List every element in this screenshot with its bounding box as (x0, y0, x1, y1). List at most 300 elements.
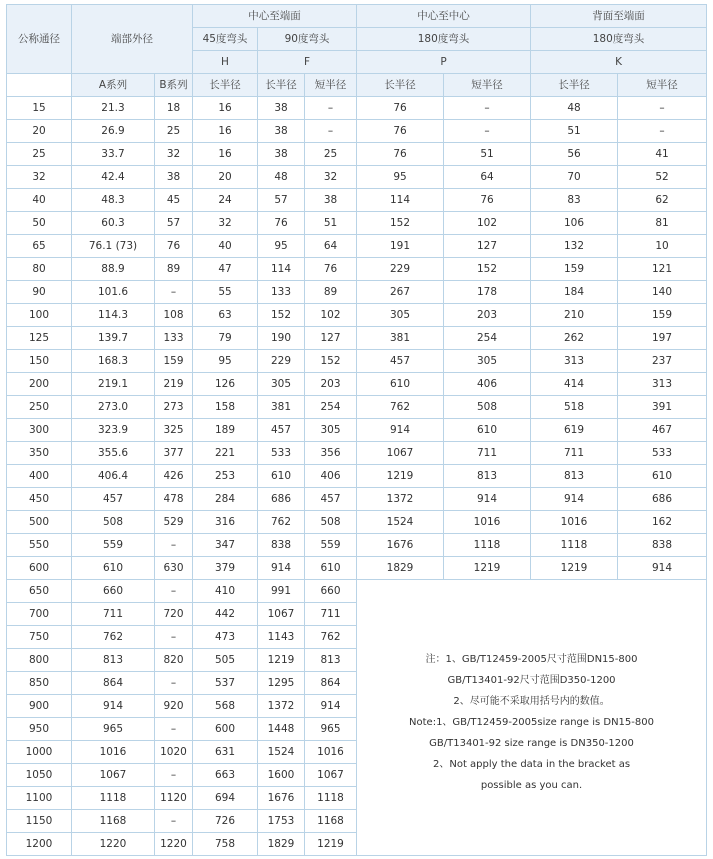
table-row (7, 511, 707, 534)
table-cell: 914 (305, 695, 357, 718)
table-cell: 838 (258, 534, 305, 557)
table-cell: 686 (258, 488, 305, 511)
table-cell: 76 (357, 97, 444, 120)
table-cell: 529 (155, 511, 193, 534)
table-row (7, 557, 707, 580)
table-cell: 100 (7, 304, 72, 327)
table-cell: 108 (155, 304, 193, 327)
table-cell: 253 (193, 465, 258, 488)
table-cell: 762 (72, 626, 155, 649)
table-cell: 32 (305, 166, 357, 189)
table-cell: 126 (193, 373, 258, 396)
table-cell: 47 (193, 258, 258, 281)
table-cell: 518 (531, 396, 618, 419)
table-cell: 197 (618, 327, 707, 350)
table-cell: 313 (531, 350, 618, 373)
table-cell: 700 (7, 603, 72, 626)
table-cell: 152 (305, 350, 357, 373)
note-line: GB/T13401-92 size range is DN350-1200 (429, 738, 634, 749)
table-cell: 610 (72, 557, 155, 580)
table-cell: 40 (7, 189, 72, 212)
table-cell: 16 (193, 143, 258, 166)
table-cell: 162 (618, 511, 707, 534)
table-cell: 203 (444, 304, 531, 327)
table-cell: 229 (258, 350, 305, 373)
pipe-elbow-dimension-table-wrapper (6, 4, 706, 856)
table-cell: 426 (155, 465, 193, 488)
table-cell: 50 (7, 212, 72, 235)
table-cell: 152 (357, 212, 444, 235)
table-cell: 900 (7, 695, 72, 718)
table-cell: 347 (193, 534, 258, 557)
header-long-radius-f: 长半径 (258, 74, 305, 97)
table-cell: 133 (258, 281, 305, 304)
table-cell: 300 (7, 419, 72, 442)
table-cell: 20 (7, 120, 72, 143)
header-short-radius-k: 短半径 (618, 74, 707, 97)
note-line: 注：1、GB/T12459-2005尺寸范围DN15-800 (425, 654, 638, 665)
table-cell: 758 (193, 833, 258, 856)
table-cell: 457 (305, 488, 357, 511)
table-cell: 1220 (72, 833, 155, 856)
table-cell: 1016 (72, 741, 155, 764)
table-cell: 16 (193, 120, 258, 143)
table-cell: 726 (193, 810, 258, 833)
table-cell: 168.3 (72, 350, 155, 373)
table-cell: 95 (258, 235, 305, 258)
table-cell: 379 (193, 557, 258, 580)
table-cell: 800 (7, 649, 72, 672)
table-cell: 1118 (72, 787, 155, 810)
table-cell: 41 (618, 143, 707, 166)
table-cell: 1118 (305, 787, 357, 810)
table-cell: 40 (193, 235, 258, 258)
table-cell: 305 (305, 419, 357, 442)
table-cell: – (155, 672, 193, 695)
table-cell: 51 (531, 120, 618, 143)
table-cell: 473 (193, 626, 258, 649)
table-cell: 508 (305, 511, 357, 534)
table-cell: 1219 (531, 557, 618, 580)
table-cell: 1150 (7, 810, 72, 833)
table-row (7, 143, 707, 166)
table-cell: 26.9 (72, 120, 155, 143)
table-cell: 1676 (258, 787, 305, 810)
table-cell: 45 (155, 189, 193, 212)
table-row (7, 327, 707, 350)
table-cell: – (155, 718, 193, 741)
table-row (7, 235, 707, 258)
table-cell: 1067 (357, 442, 444, 465)
header-elbow-90: 90度弯头 (258, 28, 357, 51)
table-cell: 140 (618, 281, 707, 304)
table-cell: – (618, 120, 707, 143)
table-cell: 32 (155, 143, 193, 166)
table-cell: 686 (618, 488, 707, 511)
table-cell: 559 (72, 534, 155, 557)
table-cell: 1219 (444, 557, 531, 580)
table-cell: 1676 (357, 534, 444, 557)
notes-cell (357, 580, 707, 856)
table-cell: 1016 (531, 511, 618, 534)
table-cell: 1295 (258, 672, 305, 695)
table-cell: 237 (618, 350, 707, 373)
table-row (7, 120, 707, 143)
header-symbol-p: P (357, 51, 531, 74)
table-row (7, 212, 707, 235)
table-cell: 442 (193, 603, 258, 626)
header-elbow-180-k: 180度弯头 (531, 28, 707, 51)
table-row (7, 534, 707, 557)
table-row (7, 304, 707, 327)
table-cell: 70 (531, 166, 618, 189)
table-cell: 38 (305, 189, 357, 212)
table-cell: 1753 (258, 810, 305, 833)
table-cell: 950 (7, 718, 72, 741)
table-cell: 114 (357, 189, 444, 212)
header-long-radius-p: 长半径 (357, 74, 444, 97)
table-cell: 121 (618, 258, 707, 281)
table-row (7, 166, 707, 189)
table-cell: 81 (618, 212, 707, 235)
table-cell: 48 (258, 166, 305, 189)
table-cell: 56 (531, 143, 618, 166)
table-cell: 838 (618, 534, 707, 557)
header-series-a: A系列 (72, 74, 155, 97)
table-row (7, 580, 707, 603)
table-row (7, 281, 707, 304)
table-cell: 350 (7, 442, 72, 465)
table-cell: 660 (305, 580, 357, 603)
table-cell: 38 (155, 166, 193, 189)
table-cell: 79 (193, 327, 258, 350)
table-cell: 1050 (7, 764, 72, 787)
table-cell: 1016 (444, 511, 531, 534)
table-cell: 1067 (305, 764, 357, 787)
table-cell: 102 (444, 212, 531, 235)
table-cell: 219 (155, 373, 193, 396)
header-elbow-45: 45度弯头 (193, 28, 258, 51)
table-cell: 25 (155, 120, 193, 143)
table-cell: 21.3 (72, 97, 155, 120)
table-row (7, 350, 707, 373)
table-cell: 1118 (531, 534, 618, 557)
table-cell: 914 (531, 488, 618, 511)
table-cell: – (155, 580, 193, 603)
table-cell: 305 (357, 304, 444, 327)
table-cell: 10 (618, 235, 707, 258)
table-cell: 820 (155, 649, 193, 672)
header-blank (7, 74, 72, 97)
table-row (7, 465, 707, 488)
table-cell: 284 (193, 488, 258, 511)
table-cell: 1524 (258, 741, 305, 764)
table-cell: 1016 (305, 741, 357, 764)
table-cell: 500 (7, 511, 72, 534)
table-cell: 467 (618, 419, 707, 442)
table-cell: 15 (7, 97, 72, 120)
table-row (7, 488, 707, 511)
header-center-to-end: 中心至端面 (193, 5, 357, 28)
table-cell: 813 (531, 465, 618, 488)
table-row (7, 189, 707, 212)
table-cell: 221 (193, 442, 258, 465)
table-cell: 57 (155, 212, 193, 235)
table-row (7, 97, 707, 120)
table-cell: 610 (357, 373, 444, 396)
table-cell: 83 (531, 189, 618, 212)
table-cell: 273.0 (72, 396, 155, 419)
table-cell: 355.6 (72, 442, 155, 465)
table-cell: 508 (72, 511, 155, 534)
table-cell: 316 (193, 511, 258, 534)
table-cell: – (305, 120, 357, 143)
table-cell: 200 (7, 373, 72, 396)
table-cell: 610 (258, 465, 305, 488)
table-cell: 762 (258, 511, 305, 534)
table-cell: 159 (618, 304, 707, 327)
table-cell: 262 (531, 327, 618, 350)
header-symbol-k: K (531, 51, 707, 74)
table-cell: 190 (258, 327, 305, 350)
table-row (7, 442, 707, 465)
table-cell: 610 (618, 465, 707, 488)
table-cell: 533 (258, 442, 305, 465)
table-cell: 254 (444, 327, 531, 350)
header-elbow-180-p: 180度弯头 (357, 28, 531, 51)
table-cell: – (155, 764, 193, 787)
table-cell: 38 (258, 120, 305, 143)
table-cell: 76 (357, 120, 444, 143)
table-cell: 305 (444, 350, 531, 373)
table-cell: 38 (258, 143, 305, 166)
table-cell: 450 (7, 488, 72, 511)
table-cell: 89 (305, 281, 357, 304)
table-cell: 914 (444, 488, 531, 511)
table-cell: 550 (7, 534, 72, 557)
table-cell: 965 (305, 718, 357, 741)
table-cell: 88.9 (72, 258, 155, 281)
table-cell: 660 (72, 580, 155, 603)
table-cell: 406 (305, 465, 357, 488)
table-cell: 711 (305, 603, 357, 626)
note-line: 2、尽可能不采取用括号内的数值。 (453, 696, 610, 707)
table-cell: 1067 (258, 603, 305, 626)
table-cell: 559 (305, 534, 357, 557)
table-cell: 920 (155, 695, 193, 718)
table-cell: 101.6 (72, 281, 155, 304)
table-cell: 139.7 (72, 327, 155, 350)
table-cell: 76 (305, 258, 357, 281)
table-cell: 377 (155, 442, 193, 465)
table-cell: 51 (305, 212, 357, 235)
table-cell: 132 (531, 235, 618, 258)
table-cell: 1829 (258, 833, 305, 856)
header-series-b: B系列 (155, 74, 193, 97)
table-cell: 1829 (357, 557, 444, 580)
elbow-dimension-table (6, 4, 707, 856)
table-cell: 325 (155, 419, 193, 442)
table-cell: 381 (357, 327, 444, 350)
table-cell: 1120 (155, 787, 193, 810)
table-cell: 1219 (357, 465, 444, 488)
table-cell: 76 (444, 189, 531, 212)
table-cell: 720 (155, 603, 193, 626)
table-cell: 25 (305, 143, 357, 166)
table-header (7, 5, 707, 97)
table-cell: 813 (305, 649, 357, 672)
table-cell: – (155, 534, 193, 557)
table-cell: 864 (305, 672, 357, 695)
note-line: GB/T13401-92尺寸范围D350-1200 (447, 675, 616, 686)
table-cell: 630 (155, 557, 193, 580)
header-center-to-center: 中心至中心 (357, 5, 531, 28)
table-cell: 203 (305, 373, 357, 396)
table-cell: – (444, 120, 531, 143)
table-cell: 150 (7, 350, 72, 373)
table-cell: 24 (193, 189, 258, 212)
table-cell: 663 (193, 764, 258, 787)
table-cell: 106 (531, 212, 618, 235)
table-row (7, 373, 707, 396)
table-cell: 610 (444, 419, 531, 442)
note-line: 2、Not apply the data in the bracket as (432, 759, 631, 770)
table-cell: – (155, 810, 193, 833)
header-short-radius-f: 短半径 (305, 74, 357, 97)
table-cell: 505 (193, 649, 258, 672)
table-cell: 313 (618, 373, 707, 396)
table-row (7, 419, 707, 442)
table-cell: 650 (7, 580, 72, 603)
table-cell: 1200 (7, 833, 72, 856)
header-outside-diameter: 端部外径 (72, 5, 193, 74)
table-cell: 273 (155, 396, 193, 419)
table-cell: 1372 (258, 695, 305, 718)
table-cell: 850 (7, 672, 72, 695)
table-cell: 152 (444, 258, 531, 281)
table-cell: 478 (155, 488, 193, 511)
table-cell: 1168 (72, 810, 155, 833)
table-cell: 63 (193, 304, 258, 327)
table-cell: 184 (531, 281, 618, 304)
table-cell: 1000 (7, 741, 72, 764)
table-cell: 1448 (258, 718, 305, 741)
table-cell: 750 (7, 626, 72, 649)
table-cell: 158 (193, 396, 258, 419)
table-cell: 711 (72, 603, 155, 626)
header-symbol-h: H (193, 51, 258, 74)
table-cell: 152 (258, 304, 305, 327)
table-cell: 210 (531, 304, 618, 327)
table-cell: 80 (7, 258, 72, 281)
table-cell: 457 (72, 488, 155, 511)
table-cell: 1143 (258, 626, 305, 649)
table-cell: 762 (357, 396, 444, 419)
table-cell: 48.3 (72, 189, 155, 212)
table-cell: – (155, 626, 193, 649)
table-cell: 356 (305, 442, 357, 465)
table-cell: 457 (357, 350, 444, 373)
table-cell: 60.3 (72, 212, 155, 235)
table-cell: 600 (193, 718, 258, 741)
table-cell: 391 (618, 396, 707, 419)
table-cell: 914 (357, 419, 444, 442)
table-cell: 159 (155, 350, 193, 373)
table-cell: 76.1 (73) (72, 235, 155, 258)
table-cell: 90 (7, 281, 72, 304)
table-cell: 127 (305, 327, 357, 350)
table-cell: 62 (618, 189, 707, 212)
table-cell: 914 (618, 557, 707, 580)
table-cell: 48 (531, 97, 618, 120)
table-cell: 125 (7, 327, 72, 350)
table-cell: 1524 (357, 511, 444, 534)
table-cell: 533 (618, 442, 707, 465)
table-cell: 16 (193, 97, 258, 120)
table-cell: 76 (258, 212, 305, 235)
table-cell: 813 (72, 649, 155, 672)
header-short-radius-p: 短半径 (444, 74, 531, 97)
table-cell: 410 (193, 580, 258, 603)
table-cell: 20 (193, 166, 258, 189)
table-cell: 42.4 (72, 166, 155, 189)
table-cell: – (305, 97, 357, 120)
table-cell: 457 (258, 419, 305, 442)
table-cell: 864 (72, 672, 155, 695)
table-cell: 18 (155, 97, 193, 120)
table-cell: 229 (357, 258, 444, 281)
table-cell: 159 (531, 258, 618, 281)
table-cell: 178 (444, 281, 531, 304)
table-cell: 1220 (155, 833, 193, 856)
table-cell: 1219 (305, 833, 357, 856)
table-cell: 191 (357, 235, 444, 258)
table-cell: 52 (618, 166, 707, 189)
note-line: Note:1、GB/T12459-2005size range is DN15-800 (409, 717, 654, 728)
table-cell: 76 (357, 143, 444, 166)
table-cell: 991 (258, 580, 305, 603)
table-cell: 1219 (258, 649, 305, 672)
table-cell: 189 (193, 419, 258, 442)
table-cell: 965 (72, 718, 155, 741)
table-cell: 64 (305, 235, 357, 258)
table-cell: 254 (305, 396, 357, 419)
table-cell: 76 (155, 235, 193, 258)
table-cell: 711 (531, 442, 618, 465)
table-cell: 127 (444, 235, 531, 258)
table-cell: – (155, 281, 193, 304)
table-cell: 914 (258, 557, 305, 580)
table-cell: 33.7 (72, 143, 155, 166)
table-cell: – (618, 97, 707, 120)
table-cell: 64 (444, 166, 531, 189)
table-cell: 114.3 (72, 304, 155, 327)
table-cell: 711 (444, 442, 531, 465)
header-back-to-end: 背面至端面 (531, 5, 707, 28)
table-cell: 619 (531, 419, 618, 442)
table-cell: 32 (7, 166, 72, 189)
table-cell: – (444, 97, 531, 120)
table-cell: 95 (193, 350, 258, 373)
table-cell: 250 (7, 396, 72, 419)
table-cell: 914 (72, 695, 155, 718)
table-cell: 267 (357, 281, 444, 304)
table-cell: 323.9 (72, 419, 155, 442)
table-cell: 133 (155, 327, 193, 350)
table-cell: 51 (444, 143, 531, 166)
table-cell: 219.1 (72, 373, 155, 396)
table-cell: 102 (305, 304, 357, 327)
